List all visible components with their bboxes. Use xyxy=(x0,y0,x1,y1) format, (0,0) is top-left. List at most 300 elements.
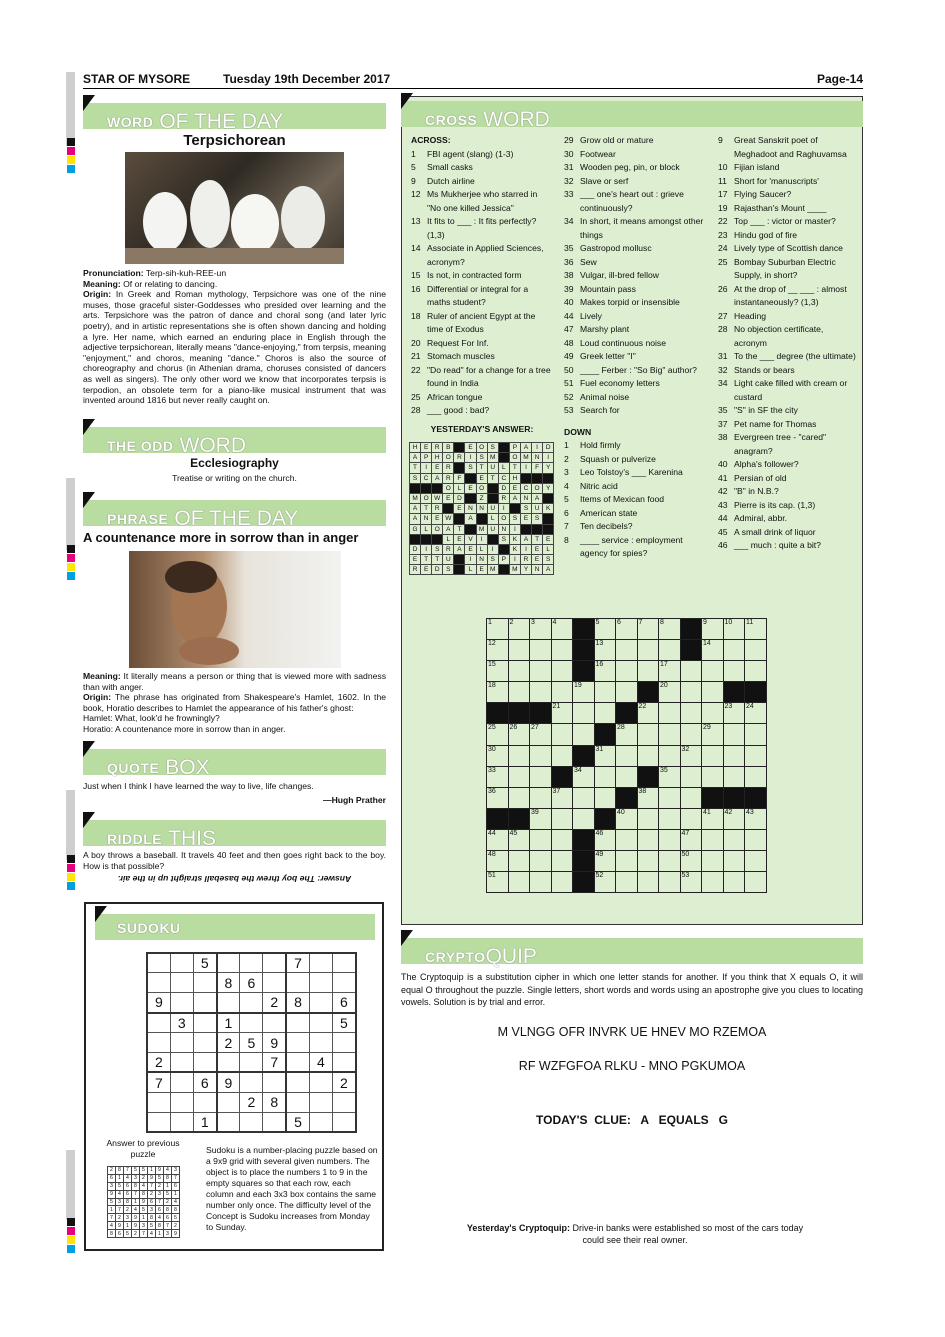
crossword-cell[interactable] xyxy=(723,619,745,640)
answer-letter: D xyxy=(543,443,554,453)
crossword-block xyxy=(573,661,595,682)
crossword-cell[interactable] xyxy=(551,745,573,766)
crossword-cell[interactable] xyxy=(680,703,702,724)
crossword-cell[interactable] xyxy=(745,640,767,661)
crossword-cell[interactable] xyxy=(745,619,767,640)
crossword-cell[interactable] xyxy=(573,808,595,829)
sudoku-cell[interactable] xyxy=(263,973,286,993)
crossword-cell[interactable] xyxy=(702,766,724,787)
masthead xyxy=(83,72,863,88)
sudoku-cell[interactable] xyxy=(333,973,356,993)
clue-item xyxy=(564,364,709,378)
sudoku-answer-cell: 7 xyxy=(172,1174,180,1182)
crossword-cell[interactable] xyxy=(508,661,530,682)
crossword-cell[interactable] xyxy=(508,851,530,872)
sudoku-cell[interactable] xyxy=(147,1013,170,1033)
sudoku-cell[interactable] xyxy=(333,1033,356,1053)
crossword-cell[interactable] xyxy=(616,640,638,661)
sudoku-cell[interactable] xyxy=(217,993,240,1013)
crossword-cell[interactable] xyxy=(702,640,724,661)
sudoku-cell[interactable] xyxy=(193,1033,216,1053)
sudoku-cell[interactable] xyxy=(170,1112,193,1132)
sudoku-cell[interactable] xyxy=(240,1052,263,1072)
clue-item xyxy=(718,377,858,404)
clue-number: 44 xyxy=(718,513,728,523)
sudoku-cell[interactable] xyxy=(263,1072,286,1092)
crossword-cell[interactable] xyxy=(594,682,616,703)
clue-text: Slave or serf xyxy=(580,175,629,186)
crossword-block xyxy=(723,787,745,808)
crossword-cell[interactable] xyxy=(680,808,702,829)
answer-letter: S xyxy=(432,544,443,554)
crossword-cell[interactable] xyxy=(745,872,767,893)
crossword-cell[interactable] xyxy=(487,619,509,640)
crossword-cell[interactable] xyxy=(702,661,724,682)
clue-item xyxy=(411,404,553,418)
crossword-block xyxy=(680,619,702,640)
crossword-cell[interactable] xyxy=(616,829,638,850)
sudoku-cell: 5 xyxy=(240,1033,263,1053)
odd-word-header xyxy=(83,427,386,457)
crossword-cell[interactable] xyxy=(680,872,702,893)
crossword-cell[interactable] xyxy=(530,851,552,872)
crossword-cell[interactable] xyxy=(745,829,767,850)
crossword-cell[interactable] xyxy=(594,872,616,893)
crossword-cell[interactable] xyxy=(702,682,724,703)
crossword-cell[interactable] xyxy=(723,829,745,850)
answer-block xyxy=(432,534,443,544)
crossword-cell[interactable] xyxy=(637,808,659,829)
sudoku-cell[interactable] xyxy=(240,953,263,973)
crossword-cell[interactable] xyxy=(508,724,530,745)
sudoku-cell[interactable] xyxy=(217,1092,240,1112)
crossword-cell[interactable] xyxy=(659,872,681,893)
answer-letter: K xyxy=(509,534,520,544)
sudoku-cell[interactable] xyxy=(309,953,332,973)
crossword-cell[interactable] xyxy=(573,766,595,787)
crossword-cell[interactable] xyxy=(530,766,552,787)
crossword-cell[interactable] xyxy=(508,745,530,766)
crossword-cell[interactable] xyxy=(508,766,530,787)
crossword-cell[interactable] xyxy=(551,851,573,872)
crossword-cell[interactable] xyxy=(745,766,767,787)
crossword-cell[interactable] xyxy=(508,640,530,661)
crossword-cell[interactable] xyxy=(616,661,638,682)
sudoku-cell[interactable] xyxy=(193,1052,216,1072)
sudoku-cell[interactable] xyxy=(170,1092,193,1112)
crossword-cell[interactable] xyxy=(508,872,530,893)
cell-number: 35 xyxy=(660,766,668,774)
crossword-cell[interactable] xyxy=(594,703,616,724)
crossword-cell[interactable] xyxy=(659,661,681,682)
crossword-cell[interactable] xyxy=(702,724,724,745)
cell-number: 3 xyxy=(531,619,535,626)
answer-letter: Y xyxy=(520,565,531,575)
crossword-cell[interactable] xyxy=(702,703,724,724)
sudoku-answer-cell: 9 xyxy=(148,1174,156,1182)
crossword-cell[interactable] xyxy=(637,724,659,745)
sudoku-cell[interactable] xyxy=(309,1033,332,1053)
clue-number: 34 xyxy=(718,378,728,388)
crossword-cell[interactable] xyxy=(530,682,552,703)
crossword-cell[interactable] xyxy=(594,766,616,787)
sudoku-cell[interactable] xyxy=(147,1092,170,1112)
sudoku-cell[interactable] xyxy=(286,973,309,993)
meaning: Of or relating to dancing. xyxy=(123,278,218,289)
sudoku-cell: 3 xyxy=(170,1013,193,1033)
clue-text: No objection certificate, acronym xyxy=(734,324,824,348)
crossword-cell[interactable] xyxy=(659,851,681,872)
answer-letter: T xyxy=(487,473,498,483)
crossword-cell[interactable] xyxy=(487,872,509,893)
crossword-cell[interactable] xyxy=(508,619,530,640)
crossword-cell[interactable] xyxy=(616,682,638,703)
crossword-cell[interactable] xyxy=(745,808,767,829)
answer-block xyxy=(543,473,554,483)
crossword-cell[interactable] xyxy=(616,808,638,829)
sudoku-answer-cell: 9 xyxy=(132,1222,140,1230)
crossword-cell[interactable] xyxy=(616,872,638,893)
clue-item xyxy=(718,431,858,458)
crossword-cell[interactable] xyxy=(637,829,659,850)
crossword-cell[interactable] xyxy=(659,745,681,766)
sudoku-cell[interactable] xyxy=(170,1033,193,1053)
crossword-cell[interactable] xyxy=(702,829,724,850)
crossword-cell[interactable] xyxy=(680,682,702,703)
clue-number: 5 xyxy=(411,162,416,172)
sudoku-cell[interactable] xyxy=(240,1013,263,1033)
crossword-cell[interactable] xyxy=(551,640,573,661)
crossword-cell[interactable] xyxy=(616,724,638,745)
sudoku-cell[interactable] xyxy=(147,953,170,973)
crossword-cell[interactable] xyxy=(637,872,659,893)
clue-number: 39 xyxy=(564,283,574,294)
crossword-cell[interactable] xyxy=(530,787,552,808)
sudoku-cell[interactable] xyxy=(309,1092,332,1112)
crossword-cell[interactable] xyxy=(594,640,616,661)
cell-number: 24 xyxy=(746,703,754,711)
reg-mark-magenta xyxy=(67,147,75,155)
sudoku-answer-cell: 6 xyxy=(124,1182,132,1190)
crossword-cell[interactable] xyxy=(594,745,616,766)
sudoku-cell[interactable] xyxy=(170,973,193,993)
answer-letter: U xyxy=(443,555,454,565)
clue-item xyxy=(718,404,858,418)
crossword-cell[interactable] xyxy=(594,619,616,640)
answer-letter: O xyxy=(498,514,509,524)
crossword-cell[interactable] xyxy=(487,766,509,787)
crossword-cell[interactable] xyxy=(487,724,509,745)
sudoku-cell[interactable] xyxy=(333,1112,356,1132)
crossword-cell[interactable] xyxy=(487,682,509,703)
sudoku-cell[interactable] xyxy=(217,1112,240,1132)
crossword-cell[interactable] xyxy=(508,787,530,808)
sudoku-cell[interactable] xyxy=(170,1072,193,1092)
sudoku-cell: 2 xyxy=(263,993,286,1013)
crossword-cell[interactable] xyxy=(573,682,595,703)
reg-mark-magenta xyxy=(67,864,75,872)
crossword-cell[interactable] xyxy=(508,682,530,703)
answer-letter: T xyxy=(454,524,465,534)
answer-letter: W xyxy=(443,514,454,524)
clue-number: 40 xyxy=(564,297,574,307)
crossword-cell[interactable] xyxy=(680,787,702,808)
crossword-cell[interactable] xyxy=(551,787,573,808)
answer-letter: E xyxy=(465,443,476,453)
crossword-cell[interactable] xyxy=(637,619,659,640)
sudoku-cell[interactable] xyxy=(193,1013,216,1033)
crossword-cell[interactable] xyxy=(551,829,573,850)
answer-letter: A xyxy=(410,453,421,463)
answer-block xyxy=(443,504,454,514)
sudoku-cell[interactable] xyxy=(147,1112,170,1132)
crossword-cell[interactable] xyxy=(637,703,659,724)
crossword-block xyxy=(551,766,573,787)
crossword-cell[interactable] xyxy=(551,619,573,640)
crossword-cell[interactable] xyxy=(487,787,509,808)
crossword-cell[interactable] xyxy=(680,851,702,872)
crossword-cell[interactable] xyxy=(745,851,767,872)
clue-number: 34 xyxy=(564,216,574,226)
sudoku-cell[interactable] xyxy=(333,953,356,973)
crossword-cell[interactable] xyxy=(680,745,702,766)
cell-number: 46 xyxy=(595,829,604,837)
crossword-cell[interactable] xyxy=(594,851,616,872)
sudoku-cell[interactable] xyxy=(263,1112,286,1132)
crossword-cell[interactable] xyxy=(745,661,767,682)
crossword-cell[interactable] xyxy=(723,724,745,745)
crossword-cell[interactable] xyxy=(487,640,509,661)
sudoku-answer-cell: 7 xyxy=(116,1206,124,1214)
crossword-cell[interactable] xyxy=(530,640,552,661)
crossword-cell[interactable] xyxy=(723,766,745,787)
clue-text: Is not, in contracted form xyxy=(427,270,522,280)
crossword-cell[interactable] xyxy=(723,851,745,872)
clue-item xyxy=(564,377,709,391)
crossword-cell[interactable] xyxy=(680,661,702,682)
crossword-cell[interactable] xyxy=(680,766,702,787)
header-kicker-mark xyxy=(83,741,95,757)
crossword-cell[interactable] xyxy=(637,661,659,682)
answer-block xyxy=(520,524,531,534)
crossword-cell[interactable] xyxy=(659,724,681,745)
answer-letter: A xyxy=(465,514,476,524)
crossword-cell[interactable] xyxy=(573,703,595,724)
crossword-cell[interactable] xyxy=(551,682,573,703)
answer-letter: E xyxy=(421,565,432,575)
sudoku-cell[interactable] xyxy=(309,1112,332,1132)
crossword-cell[interactable] xyxy=(702,745,724,766)
reg-mark-cyan xyxy=(67,165,75,173)
sudoku-cell[interactable] xyxy=(286,1052,309,1072)
sudoku-cell[interactable] xyxy=(170,1052,193,1072)
sudoku-cell[interactable] xyxy=(217,953,240,973)
sudoku-cell[interactable] xyxy=(309,973,332,993)
sudoku-answer-cell: 7 xyxy=(164,1222,172,1230)
crossword-cell[interactable] xyxy=(659,808,681,829)
sudoku-cell[interactable] xyxy=(217,1052,240,1072)
header-riddle: RIDDLE xyxy=(107,831,163,847)
crossword-cell[interactable] xyxy=(551,808,573,829)
sudoku-cell[interactable] xyxy=(333,1092,356,1112)
answer-letter: I xyxy=(520,463,531,473)
crossword-cell[interactable] xyxy=(680,829,702,850)
crossword-cell[interactable] xyxy=(530,619,552,640)
crossword-cell[interactable] xyxy=(616,851,638,872)
crossword-cell[interactable] xyxy=(616,745,638,766)
crossword-cell[interactable] xyxy=(551,703,573,724)
crossword-cell[interactable] xyxy=(551,724,573,745)
crossword-cell[interactable] xyxy=(659,766,681,787)
sudoku-answer-cell: 5 xyxy=(156,1174,164,1182)
crossword-cell[interactable] xyxy=(659,787,681,808)
answer-letter: E xyxy=(454,534,465,544)
sudoku-cell[interactable] xyxy=(333,1052,356,1072)
sudoku-cell[interactable] xyxy=(263,1013,286,1033)
crossword-cell[interactable] xyxy=(637,640,659,661)
crossword-cell[interactable] xyxy=(594,661,616,682)
crossword-cell[interactable] xyxy=(487,661,509,682)
clue-text: Nitric acid xyxy=(580,480,618,491)
clue-text: ___ one's heart out : grieve continuously? xyxy=(580,189,684,213)
crossword-cell[interactable] xyxy=(530,872,552,893)
answer-letter: E xyxy=(476,565,487,575)
sudoku-answer-cell: 2 xyxy=(156,1182,164,1190)
sudoku-cell[interactable] xyxy=(286,1092,309,1112)
sudoku-cell[interactable] xyxy=(286,1072,309,1092)
crossword-cell[interactable] xyxy=(530,745,552,766)
sudoku-cell[interactable] xyxy=(286,1013,309,1033)
clue-item xyxy=(564,337,709,351)
crossword-cell[interactable] xyxy=(745,703,767,724)
crossword-cell[interactable] xyxy=(659,829,681,850)
clue-text: Makes torpid or insensible xyxy=(580,297,680,307)
crossword-cell[interactable] xyxy=(659,619,681,640)
cell-number: 44 xyxy=(488,829,496,837)
crossword-cell[interactable] xyxy=(616,619,638,640)
answer-letter: E xyxy=(432,514,443,524)
clue-number: 27 xyxy=(718,310,728,321)
sudoku-cell[interactable] xyxy=(193,1092,216,1112)
clue-number: 19 xyxy=(718,202,728,213)
header-kicker-mark xyxy=(401,93,413,109)
crossword-cell[interactable] xyxy=(573,787,595,808)
crossword-cell[interactable] xyxy=(659,682,681,703)
sudoku-answer-cell: 1 xyxy=(108,1206,116,1214)
crossword-cell[interactable] xyxy=(594,829,616,850)
crossword-cell[interactable] xyxy=(723,703,745,724)
crossword-cell[interactable] xyxy=(702,872,724,893)
crossword-cell[interactable] xyxy=(723,745,745,766)
sudoku-answer-cell: 5 xyxy=(132,1167,140,1175)
crossword-cell[interactable] xyxy=(745,745,767,766)
cell-number: 50 xyxy=(681,851,690,859)
crossword-cell[interactable] xyxy=(530,829,552,850)
clue-number: 12 xyxy=(411,189,421,199)
clue-number: 30 xyxy=(564,148,574,159)
sudoku-cell[interactable] xyxy=(309,1072,332,1092)
crossword-cell[interactable] xyxy=(573,724,595,745)
across-label: ACROSS: xyxy=(411,135,451,145)
sudoku-answer-cell: 1 xyxy=(116,1174,124,1182)
crossword-cell[interactable] xyxy=(680,724,702,745)
sudoku-cell[interactable] xyxy=(240,1072,263,1092)
crossword-cell[interactable] xyxy=(723,872,745,893)
riddle-answer-upside-down: Answer: The boy threw the baseball straight up in the air. xyxy=(117,874,352,884)
clue-item xyxy=(564,175,709,189)
sudoku-cell[interactable] xyxy=(240,1112,263,1132)
crossword-cell[interactable] xyxy=(487,829,509,850)
crossword-cell[interactable] xyxy=(723,661,745,682)
crossword-cell[interactable] xyxy=(659,640,681,661)
sudoku-cell[interactable] xyxy=(147,973,170,993)
crossword-cell[interactable] xyxy=(702,851,724,872)
dancers-illustration xyxy=(125,152,344,264)
cryptoquip-line-2: RF WZFGFOA RLKU - MNO PGKUMOA xyxy=(518,1059,746,1073)
answer-block xyxy=(454,555,465,565)
clue-number: 25 xyxy=(411,391,421,402)
answer-letter: R xyxy=(443,544,454,554)
sudoku-answer-cell: 6 xyxy=(148,1198,156,1206)
clue-item xyxy=(411,391,553,405)
sudoku-cell[interactable] xyxy=(147,1033,170,1053)
clue-item xyxy=(718,215,858,229)
crossword-cell[interactable] xyxy=(530,661,552,682)
sudoku-cell[interactable] xyxy=(193,993,216,1013)
sudoku-answer-cell: 5 xyxy=(164,1190,172,1198)
crossword-cell[interactable] xyxy=(487,745,509,766)
crossword-cell[interactable] xyxy=(723,808,745,829)
sudoku-cell[interactable] xyxy=(170,953,193,973)
clue-number: 9 xyxy=(411,175,416,186)
crossword-cell[interactable] xyxy=(637,787,659,808)
sudoku-cell[interactable] xyxy=(193,973,216,993)
sudoku-cell[interactable] xyxy=(263,953,286,973)
odd-word-definition: Treatise or writing on the church. xyxy=(172,473,297,483)
sudoku-cell[interactable] xyxy=(240,993,263,1013)
answer-letter: I xyxy=(520,544,531,554)
sudoku-cell[interactable] xyxy=(309,993,332,1013)
crossword-cell[interactable] xyxy=(551,661,573,682)
crossword-cell[interactable] xyxy=(745,724,767,745)
crossword-cell[interactable] xyxy=(530,724,552,745)
crossword-cell[interactable] xyxy=(659,703,681,724)
crossword-cell[interactable] xyxy=(702,619,724,640)
crossword-cell[interactable] xyxy=(487,851,509,872)
crossword-cell[interactable] xyxy=(508,829,530,850)
yesterday-cryptoquip xyxy=(465,1222,805,1246)
clue-text: Gastropod mollusc xyxy=(580,243,652,253)
answer-letter: R xyxy=(443,463,454,473)
sudoku-cell[interactable] xyxy=(309,1013,332,1033)
crossword-block xyxy=(637,766,659,787)
answer-letter: I xyxy=(487,544,498,554)
clue-number: 52 xyxy=(564,391,574,402)
crossword-cell[interactable] xyxy=(594,787,616,808)
crossword-cell[interactable] xyxy=(723,640,745,661)
crossword-cell[interactable] xyxy=(637,745,659,766)
sudoku-cell[interactable] xyxy=(170,993,193,1013)
clue-text: Fijian island xyxy=(734,162,780,172)
crossword-cell[interactable] xyxy=(616,766,638,787)
cell-number: 28 xyxy=(617,724,625,732)
sudoku-cell[interactable] xyxy=(286,1033,309,1053)
crossword-cell[interactable] xyxy=(702,808,724,829)
crossword-cell[interactable] xyxy=(530,808,552,829)
crossword-cell[interactable] xyxy=(551,872,573,893)
crossword-cell[interactable] xyxy=(637,851,659,872)
clue-number: 40 xyxy=(718,459,728,469)
